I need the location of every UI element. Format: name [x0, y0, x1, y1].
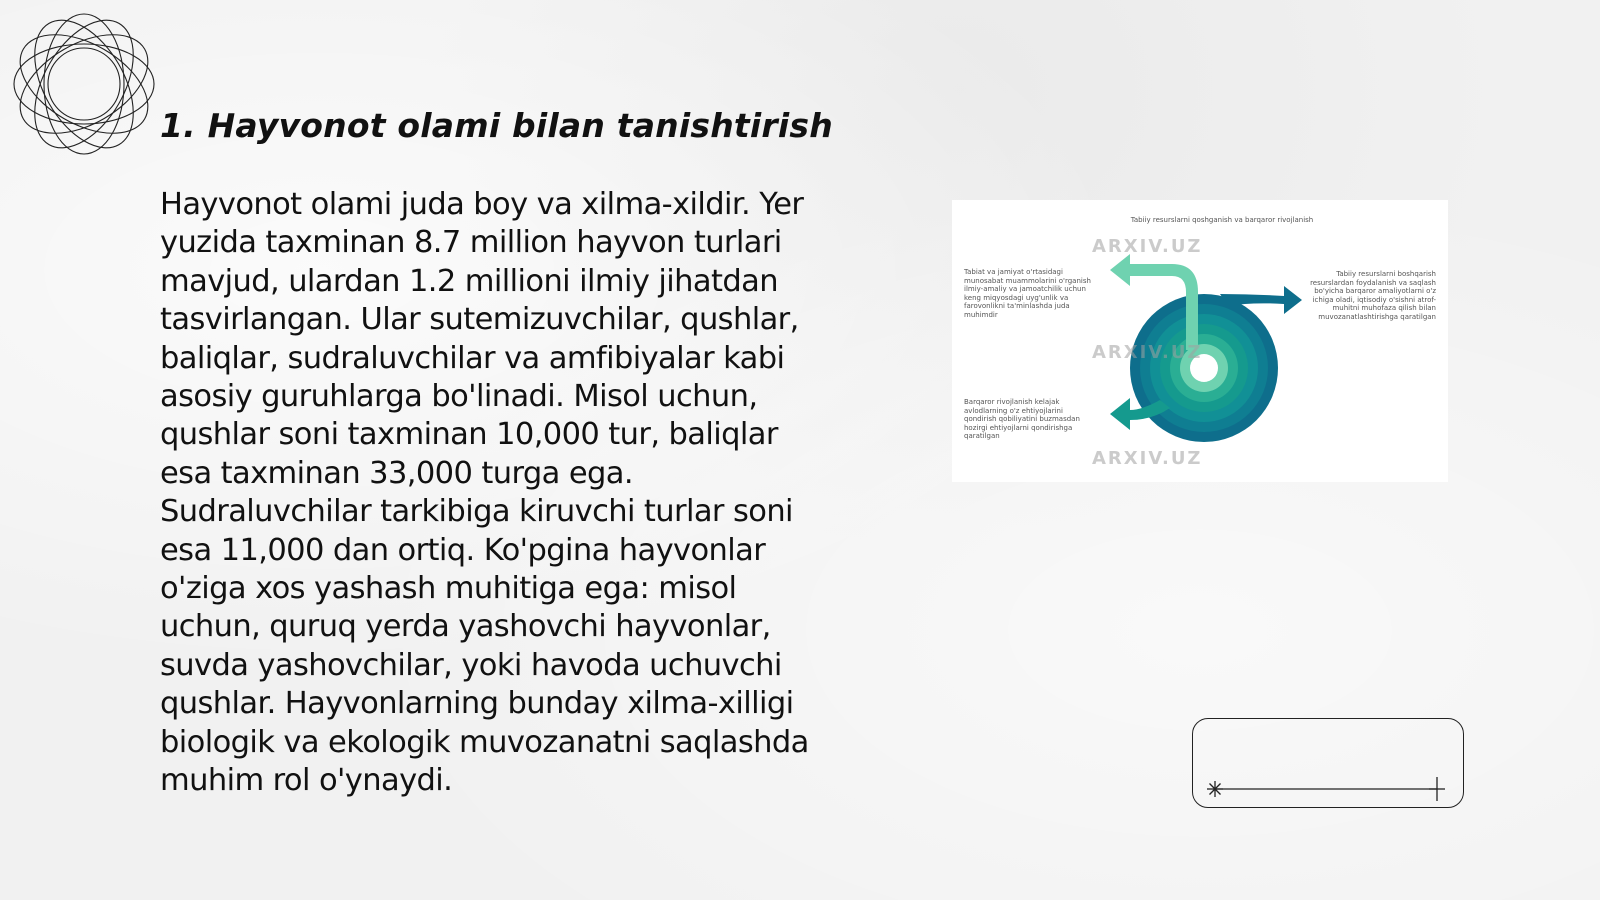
infographic-caption-left-2: Barqaror rivojlanish kelajak avlodlarning o'z ehtiyojlarini qondirish qobiliyatini buzmasdan hozirgi ehtiyojlarni qondirishga qaratilgan: [964, 398, 1080, 441]
body-line: tasvirlangan. Ular sutemizuvchilar, qushlar,: [160, 302, 799, 338]
body-line: Sudraluvchilar tarkibiga kiruvchi turlar soni: [160, 494, 793, 530]
body-line: esa 11,000 dan ortiq. Ko'pgina hayvonlar: [160, 532, 766, 568]
body-line: muhim rol o'ynaydi.: [160, 763, 453, 799]
sparkle-icon: [1207, 781, 1223, 797]
infographic-caption-right-1: Tabiiy resurslarni boshqarish resurslardan foydalanish va saqlash bo'yicha barqaror amaliyotlarni o'z ichiga oladi, iqtisodiy o'sishni atrof-muhitni muhofaza qilish bilan muvozanatlashtirishga qaratilgan: [1310, 270, 1436, 321]
body-line: baliqlar, sudraluvchilar va amfibiyalar kabi: [160, 340, 785, 376]
body-line: Hayvonot olami juda boy va xilma-xildir. Yer: [160, 187, 804, 222]
watermark: ARXIV.UZ: [1092, 236, 1203, 257]
body-line: suvda yashovchilar, yoki havoda uchuvchi: [160, 647, 782, 683]
body-line: qushlar soni taxminan 10,000 tur, baliqlar: [160, 417, 778, 453]
decorative-frame: [1192, 718, 1464, 808]
body-line: biologik va ekologik muvozanatni saqlashda: [160, 724, 809, 760]
slide-title: 1. Hayvonot olami bilan tanishtirish: [160, 106, 833, 145]
body-line: mavjud, ulardan 1.2 millioni ilmiy jihatdan: [160, 263, 778, 299]
body-line: asosiy guruhlarga bo'linadi. Misol uchun,: [160, 379, 758, 415]
watermark: ARXIV.UZ: [1092, 342, 1203, 363]
body-line: o'ziga xos yashash muhitiga ega: misol: [160, 571, 737, 607]
body-line: esa taxminan 33,000 turga ega.: [160, 455, 633, 491]
body-text: [160, 186, 840, 801]
watermark: ARXIV.UZ: [1092, 448, 1203, 469]
interlocking-circles-ornament-icon: [10, 10, 158, 158]
infographic-image: [952, 200, 1448, 482]
body-line: qushlar. Hayvonlarning bunday xilma-xilligi: [160, 686, 794, 722]
infographic-caption-top: Tabiiy resurslarni qoshganish va barqaror rivojlanish: [1130, 216, 1314, 224]
body-line: uchun, quruq yerda yashovchi hayvonlar,: [160, 609, 771, 645]
plus-icon: [1429, 777, 1445, 801]
body-line: yuzida taxminan 8.7 million hayvon turlari: [160, 225, 782, 261]
infographic-caption-left-1: Tabiat va jamiyat o'rtasidagi munosabat muammolarini o'rganish ilmiy-amaliy va jamoatchilik uchun keng miqyosdagi uyg'unlik va farovonlikni ta'minlashda juda muhimdir: [964, 268, 1091, 319]
